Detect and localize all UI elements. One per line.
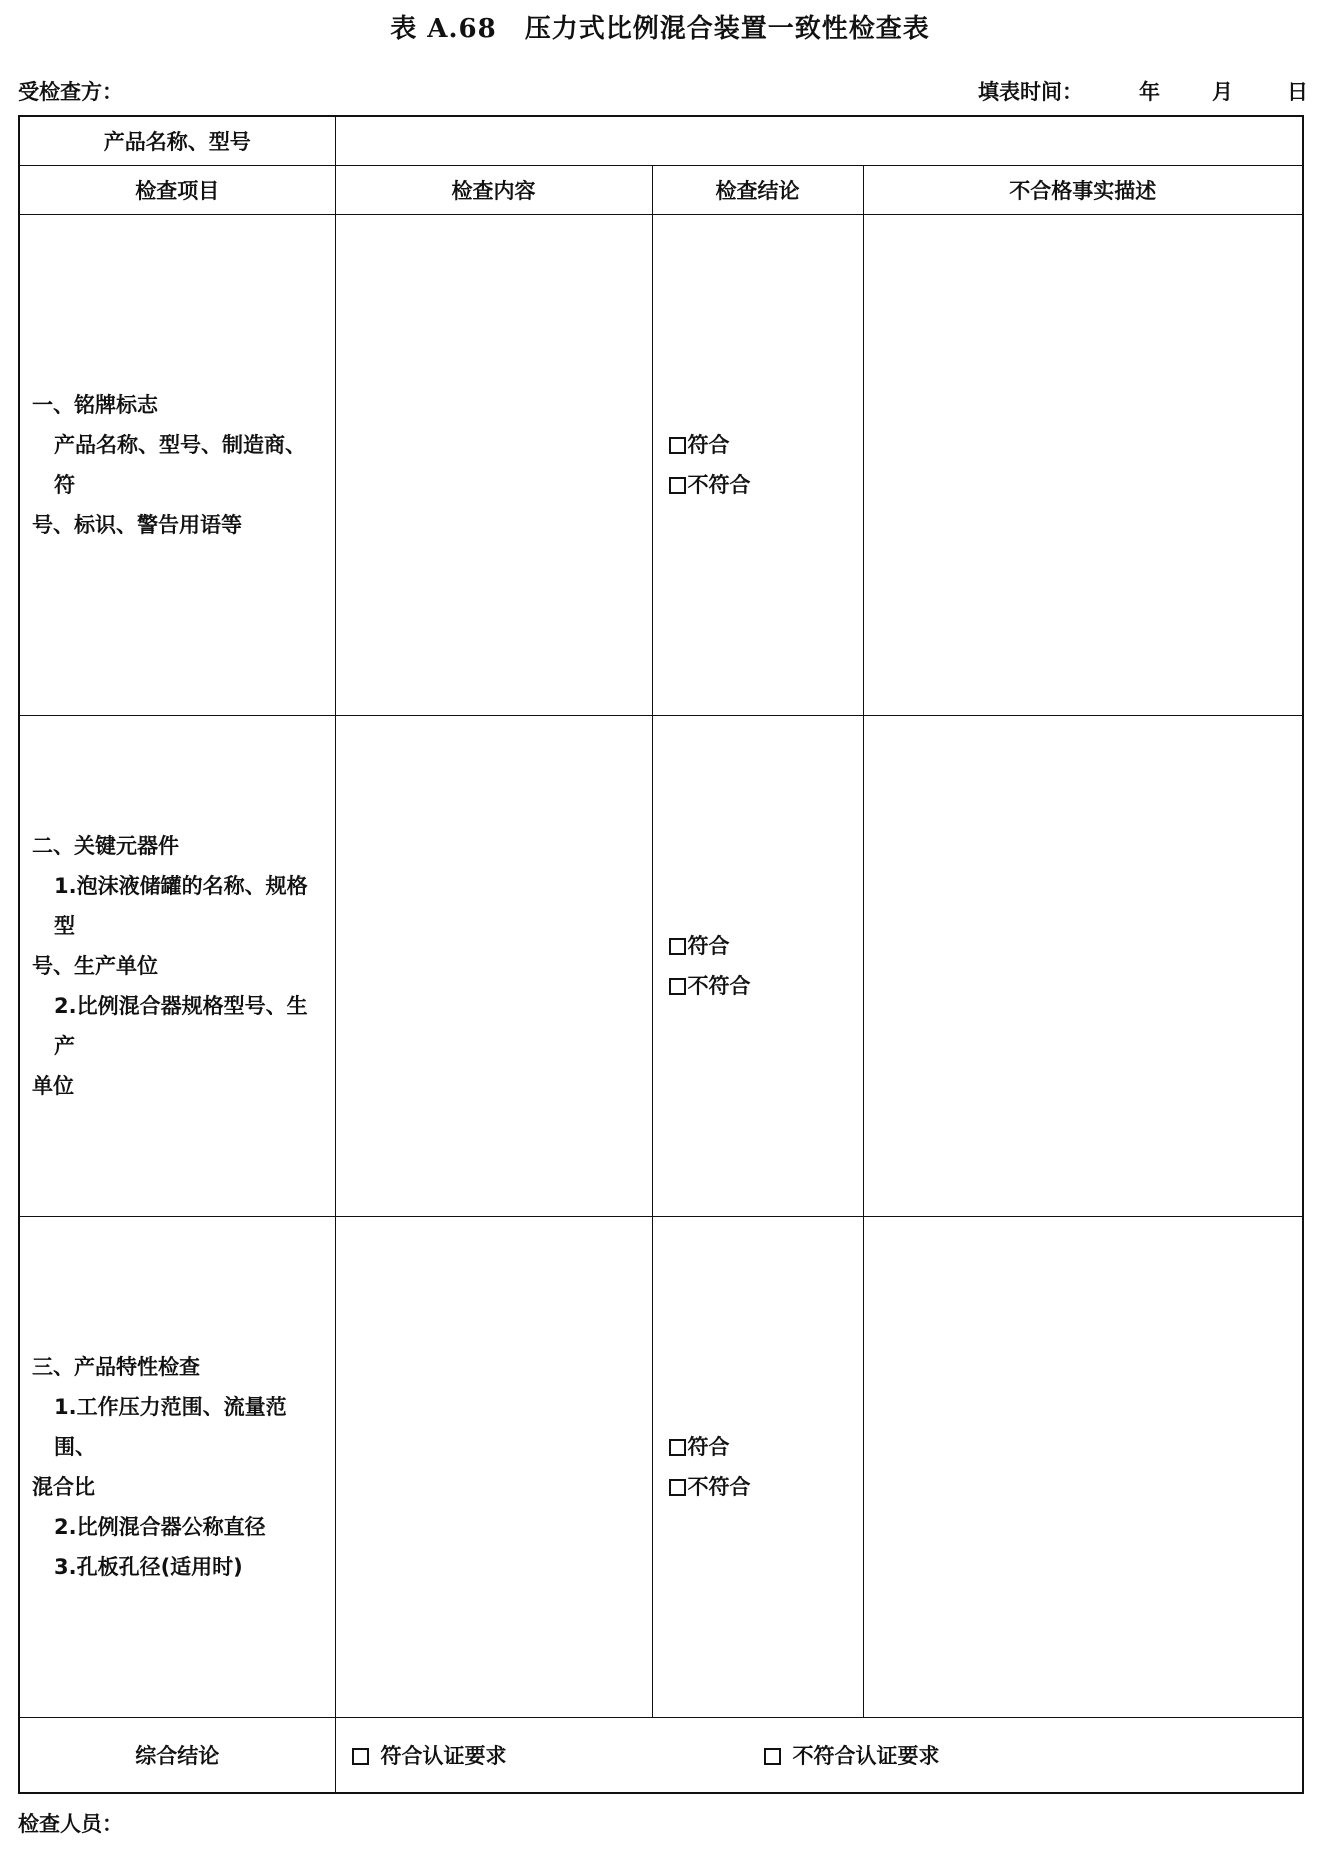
item-line: 号、生产单位 — [32, 954, 158, 978]
inspected-party-label: 受检查方： — [18, 80, 123, 104]
nonconform-label: 不符合 — [687, 1475, 751, 1499]
nonconformity-description-cell[interactable] — [863, 215, 1303, 716]
conform-label: 符合 — [687, 934, 730, 958]
inspection-item-cell — [19, 215, 335, 716]
fill-time — [978, 76, 1308, 106]
checkbox-icon[interactable] — [669, 1479, 686, 1496]
fails-requirements-label: 不符合认证要求 — [792, 1744, 940, 1768]
item-line: 号、标识、警告用语等 — [32, 513, 242, 537]
nonconformity-description-cell[interactable] — [863, 716, 1303, 1217]
checkbox-icon[interactable] — [669, 938, 686, 955]
summary-label: 综合结论 — [19, 1718, 335, 1794]
nonconform-option[interactable] — [669, 465, 863, 505]
inspection-conclusion-cell — [652, 215, 863, 716]
header-row — [19, 166, 1303, 215]
product-name-value-cell[interactable] — [335, 116, 1303, 166]
page-title — [0, 8, 1320, 45]
table-row — [19, 716, 1303, 1217]
table-code: 表 A.68 — [390, 14, 497, 44]
checkbox-icon[interactable] — [669, 1439, 686, 1456]
conform-option[interactable] — [669, 1427, 863, 1467]
header-nonconformity-description: 不合格事实描述 — [863, 166, 1303, 215]
item-line: 1.工作压力范围、流量范围、 — [54, 1395, 287, 1459]
item-line: 混合比 — [32, 1475, 95, 1499]
item-line: 2.比例混合器公称直径 — [54, 1515, 266, 1539]
nonconform-option[interactable] — [669, 1467, 863, 1507]
checkbox-icon[interactable] — [669, 978, 686, 995]
item-heading: 二、关键元器件 — [32, 834, 179, 858]
fill-time-label: 填表时间： — [978, 80, 1083, 104]
meets-requirements-option[interactable] — [352, 1740, 507, 1770]
year-label: 年 — [1139, 80, 1160, 104]
nonconform-option[interactable] — [669, 966, 863, 1006]
conform-option[interactable] — [669, 926, 863, 966]
header-inspection-conclusion: 检查结论 — [652, 166, 863, 215]
fails-requirements-option[interactable] — [764, 1740, 940, 1770]
item-line: 1.泡沫液储罐的名称、规格型 — [54, 874, 308, 938]
inspector-label: 检查人员： — [18, 1812, 123, 1836]
checkbox-icon[interactable] — [352, 1748, 369, 1765]
product-name-row — [19, 116, 1303, 166]
summary-row — [19, 1718, 1303, 1794]
summary-options-cell — [335, 1718, 1303, 1794]
inspection-table — [18, 115, 1304, 1794]
table-row — [19, 215, 1303, 716]
inspection-content-cell[interactable] — [335, 716, 652, 1217]
inspection-conclusion-cell — [652, 716, 863, 1217]
nonconformity-description-cell[interactable] — [863, 1217, 1303, 1718]
item-line: 单位 — [32, 1074, 74, 1098]
conform-label: 符合 — [687, 433, 730, 457]
conform-label: 符合 — [687, 1435, 730, 1459]
checkbox-icon[interactable] — [764, 1748, 781, 1765]
inspection-item-cell — [19, 716, 335, 1217]
nonconform-label: 不符合 — [687, 974, 751, 998]
day-label: 日 — [1287, 80, 1308, 104]
item-line: 产品名称、型号、制造商、符 — [54, 433, 306, 497]
checkbox-icon[interactable] — [669, 437, 686, 454]
inspection-conclusion-cell — [652, 1217, 863, 1718]
header-inspection-content: 检查内容 — [335, 166, 652, 215]
header-inspection-item: 检查项目 — [19, 166, 335, 215]
inspection-content-cell[interactable] — [335, 1217, 652, 1718]
meets-requirements-label: 符合认证要求 — [380, 1744, 507, 1768]
item-line: 2.比例混合器规格型号、生产 — [54, 994, 308, 1058]
inspection-item-cell — [19, 1217, 335, 1718]
item-heading: 一、铭牌标志 — [32, 393, 158, 417]
product-name-label: 产品名称、型号 — [19, 116, 335, 166]
table-title: 压力式比例混合装置一致性检查表 — [524, 14, 930, 44]
month-label: 月 — [1212, 80, 1233, 104]
conform-option[interactable] — [669, 425, 863, 465]
inspection-content-cell[interactable] — [335, 215, 652, 716]
checkbox-icon[interactable] — [669, 477, 686, 494]
table-row — [19, 1217, 1303, 1718]
item-heading: 三、产品特性检查 — [32, 1355, 200, 1379]
nonconform-label: 不符合 — [687, 473, 751, 497]
item-line: 3.孔板孔径(适用时) — [54, 1555, 243, 1579]
